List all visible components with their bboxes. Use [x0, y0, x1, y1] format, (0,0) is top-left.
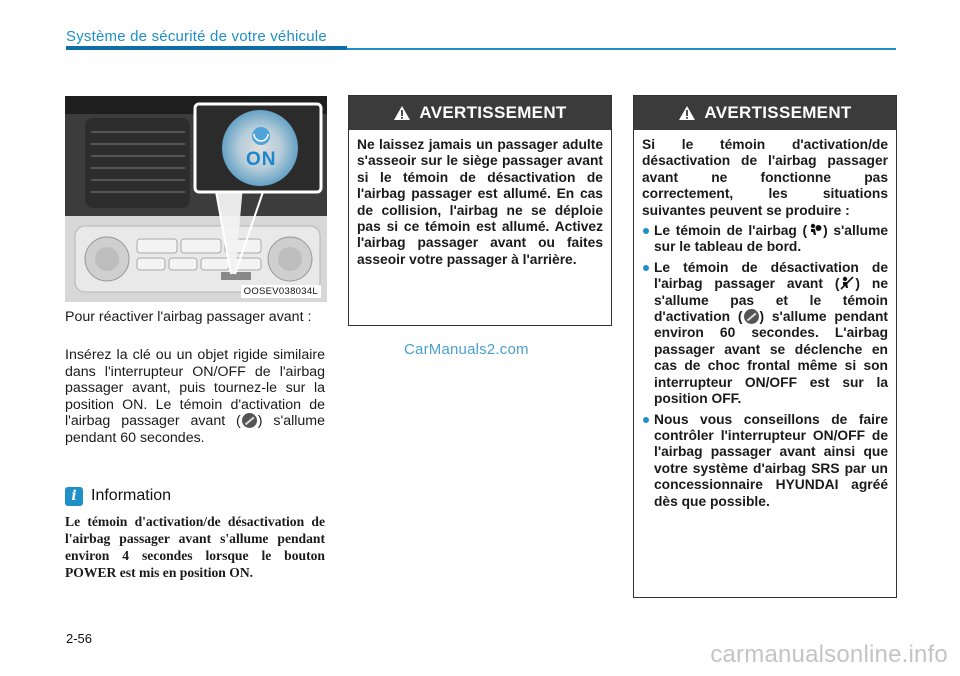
- section-title: Système de sécurité de votre véhicule: [66, 28, 327, 45]
- warning-title: AVERTISSEMENT: [419, 103, 567, 122]
- warning-triangle-icon: [393, 105, 411, 121]
- list-item: Le témoin de l'airbag ( ) s'allume sur le tableau de bord.: [642, 223, 888, 256]
- information-title: Information: [91, 487, 172, 504]
- information-body: Le témoin d'activation/de désactivation de l'airbag passager avant s'allume pendant environ 4 secondes lorsque le bouton POWER est mis en position ON.: [65, 514, 325, 580]
- warning-body: [634, 130, 896, 510]
- warning-triangle-icon: [678, 105, 696, 121]
- warning-intro: Si le témoin d'activation/de désactivation de l'airbag passager avant ne fonctionne pas correctement, les situations suivantes peuvent se produire :: [642, 137, 888, 218]
- warning-title: AVERTISSEMENT: [704, 103, 852, 122]
- watermark-text: CarManuals2.com: [404, 341, 529, 358]
- dashboard-illustration: [65, 96, 327, 302]
- airbag-warning-icon: [808, 223, 822, 237]
- warning-list: [642, 223, 888, 510]
- header-rule: [66, 46, 347, 50]
- header-rule-thin: [347, 48, 896, 50]
- information-header: [65, 485, 171, 507]
- paragraph-reactivate: Pour réactiver l'airbag passager avant :: [65, 309, 312, 325]
- warning-box-2: [633, 95, 897, 598]
- on-indicator-text: ON: [246, 149, 277, 170]
- page-number: 2-56: [66, 631, 93, 646]
- image-code: OOSEV038034L: [241, 285, 321, 298]
- airbag-off-icon: [840, 276, 854, 290]
- airbag-on-icon: [242, 413, 257, 428]
- airbag-on-icon: [744, 309, 759, 324]
- warning-body: Ne laissez jamais un passager adulte s'asseoir sur le siège passager avant si le témoin de désactivation de l'airbag passager est allumé. En cas de collision, l'airbag ne se déploie pas si ce témoin est allumé. Activez l'airbag passager avant ou faites asseoir votre passager à l'arrière.: [357, 137, 603, 267]
- footer-watermark: carmanualsonline.info: [710, 641, 948, 668]
- dashboard-photo: [65, 96, 327, 302]
- list-item: Nous vous conseillons de faire contrôler l'interrupteur ON/OFF de l'airbag passager avant ainsi que votre système d'airbag SRS par un concessionnaire HYUNDAI agréé dès que possible.: [642, 412, 888, 510]
- warning-header: [634, 96, 896, 130]
- paragraph-instructions: Insérez la clé ou un objet rigide similaire dans l'interrupteur ON/OFF de l'airbag passager avant, puis tournez-le sur la position ON. Le témoin d'activation de l'airbag passager avant ( ) s'allume pendant 60 secondes.: [65, 347, 325, 446]
- info-icon: i: [65, 487, 83, 506]
- warning-box-1: [348, 95, 612, 326]
- list-item: Le témoin de désactivation de l'airbag passager avant ( ) ne s'allume pas et le témoin d'activation ( ) s'allume pendant environ 60 secondes. L'airbag passager avant se déclenche en cas de choc frontal même si son interrupteur ON/OFF est sur la position OFF.: [642, 260, 888, 408]
- warning-header: [349, 96, 611, 130]
